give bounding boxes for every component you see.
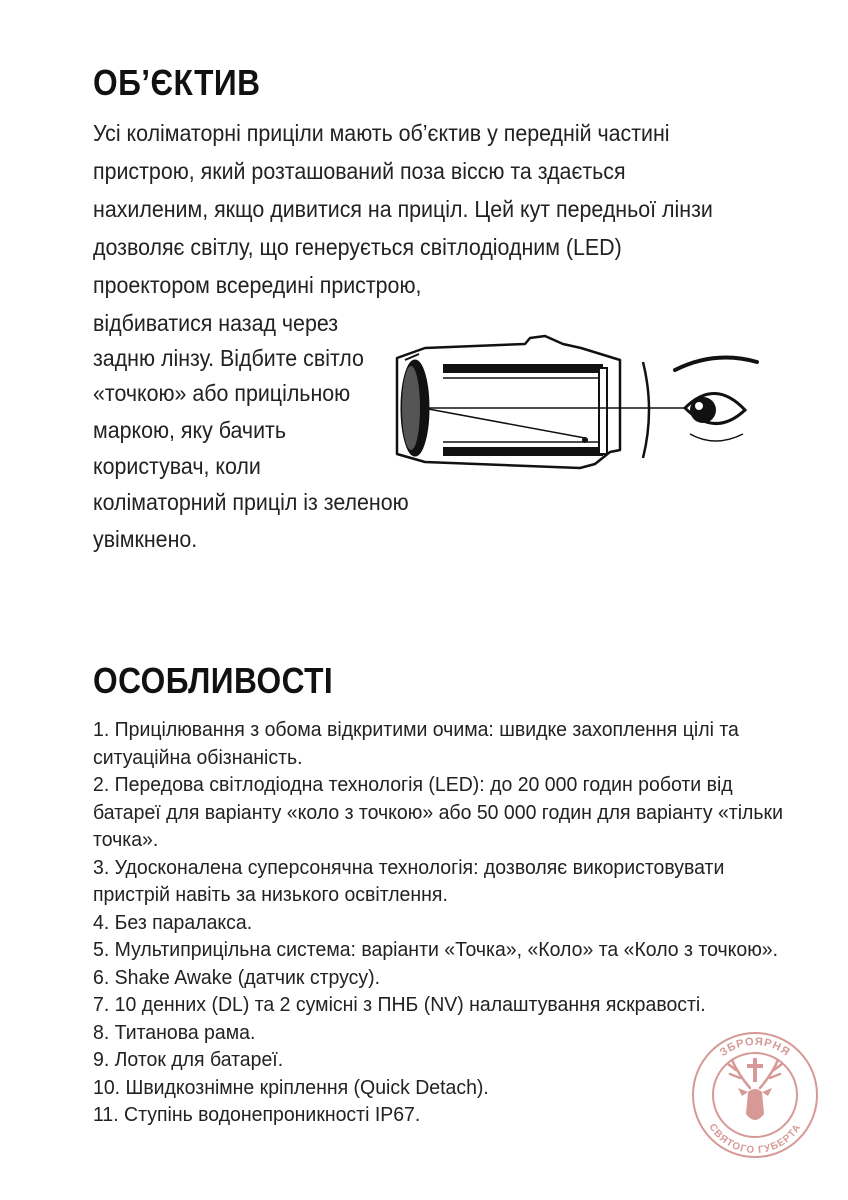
feature-item: 10. Швидкознімне кріплення (Quick Detach). <box>93 1075 489 1099</box>
eyebrow <box>675 358 757 371</box>
light-beam <box>423 408 585 438</box>
lens-line: «точкою» або прицільною <box>93 380 351 406</box>
eye-lower-lid <box>690 434 743 441</box>
lens-line: нахиленим, якщо дивитися на приціл. Цей кут передньої лінзи <box>93 196 713 222</box>
stamp-text-top: ЗБРОЯРНЯ <box>717 1035 793 1059</box>
feature-item: 3. Удосконалена суперсонячна технологія: дозволяє використовувати пристрій навіть за низького освітлення. <box>93 855 725 906</box>
feature-item: 4. Без паралакса. <box>93 910 253 934</box>
cross-icon <box>747 1058 763 1082</box>
lens-heading: ОБ’ЄКТИВ <box>93 62 261 103</box>
eyebrow-curve <box>643 362 649 458</box>
lens-line: відбиватися назад через <box>93 310 339 336</box>
feature-item: 2. Передова світлодіодна технологія (LED): до 20 000 годин роботи від батареї для варіанту «коло з точкою» або 50 000 годин для варіанту «тільки точка». <box>93 773 783 851</box>
eye-pupil <box>690 397 716 423</box>
tube-top <box>443 364 603 373</box>
gunsmith-stamp-logo <box>690 1030 820 1160</box>
eye-highlight <box>695 402 703 410</box>
feature-item: 9. Лоток для батареї. <box>93 1048 284 1071</box>
lens-line: маркою, яку бачить <box>93 417 286 443</box>
lens-line: задню лінзу. Відбите світло <box>93 345 364 371</box>
lens-line: дозволяє світлу, що генерується світлодіодним (LED) <box>93 234 622 260</box>
lens-line: увімкнено. <box>93 526 198 552</box>
red-dot-sight-diagram-icon <box>385 330 775 490</box>
features-heading: ОСОБЛИВОСТІ <box>93 660 334 701</box>
lens-line: користувач, коли <box>93 453 261 479</box>
lens-line: проектором всередині пристрою, <box>93 272 422 298</box>
led-emitter <box>582 437 588 443</box>
deer-head-icon <box>738 1088 772 1120</box>
lens-line: пристрою, який розташований поза віссю та здається <box>93 158 626 184</box>
feature-item: 1. Прицілювання з обома відкритими очима: швидке захоплення цілі та ситуаційна обізнаність. <box>93 718 739 769</box>
feature-item: 8. Титанова рама. <box>93 1020 256 1044</box>
feature-item: 5. Мультиприцільна система: варіанти «Точка», «Коло» та «Коло з точкою». <box>93 938 779 961</box>
rear-lens <box>599 368 607 454</box>
feature-item: 11. Ступінь водонепроникності IP67. <box>93 1103 421 1126</box>
lens-line: Усі коліматорні приціли мають об’єктив у передній частині <box>93 120 670 146</box>
feature-item: 6. Shake Awake (датчик струсу). <box>93 965 381 989</box>
stamp-text-bottom: СВЯТОГО ГУБЕРТА <box>706 1121 804 1157</box>
front-lens-glare <box>402 366 420 450</box>
lens-line: коліматорний приціл із зеленою <box>93 489 409 515</box>
feature-item: 7. 10 денних (DL) та 2 сумісні з ПНБ (NV) налаштування яскравості. <box>93 993 706 1016</box>
tube-bottom <box>443 447 603 456</box>
